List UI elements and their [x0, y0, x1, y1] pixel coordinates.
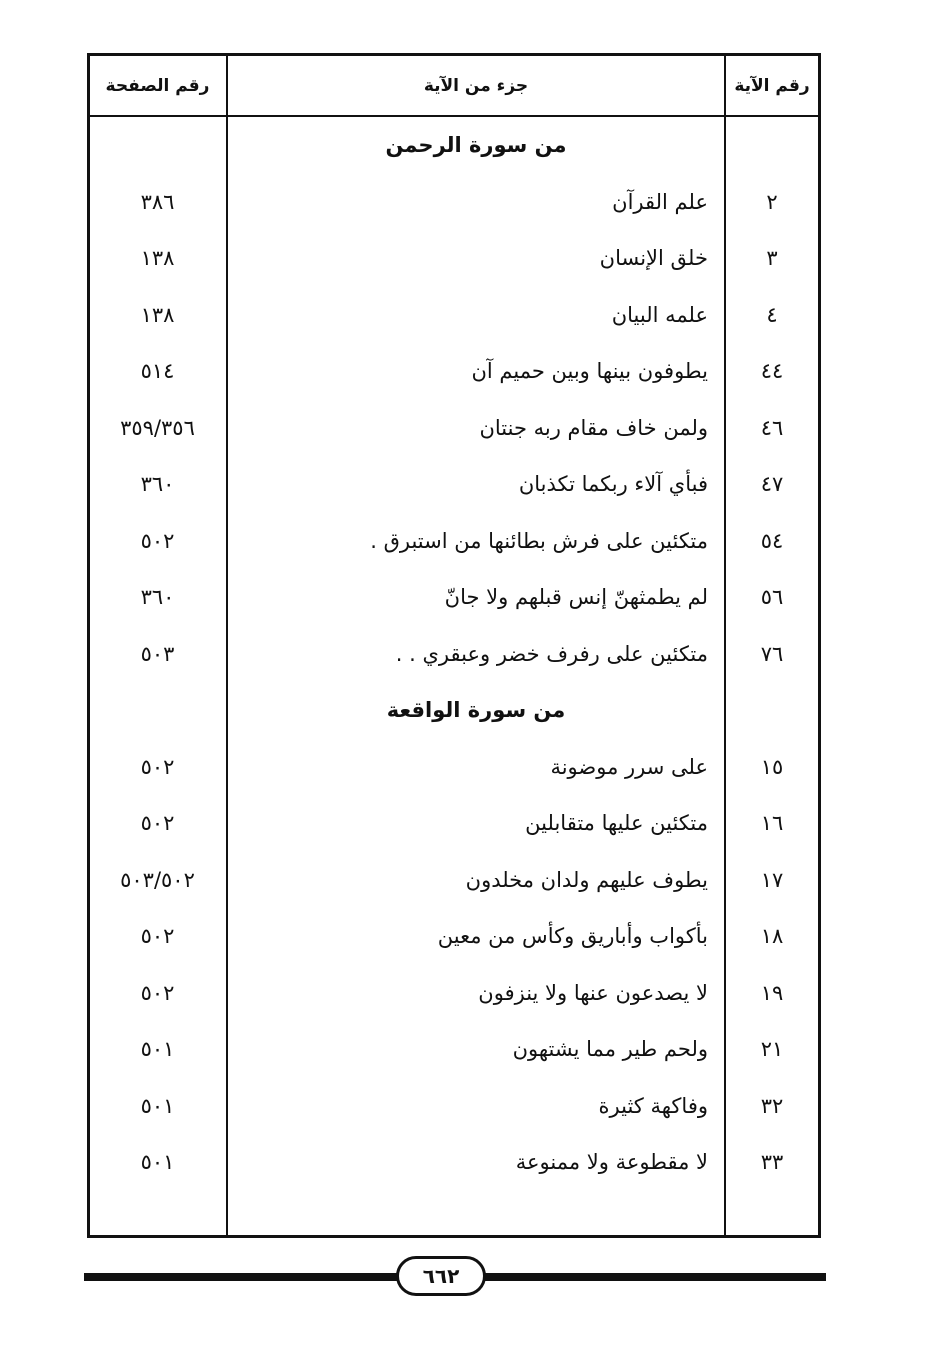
page-number-cell: ٥٠١ [140, 1150, 175, 1175]
table-row [90, 852, 818, 909]
aya-number-cell: ٤٤ [760, 359, 784, 384]
page-number-cell: ٥٠١ [140, 1093, 175, 1118]
surah-heading-row [90, 117, 818, 174]
header-aya-number: رقم الآية [734, 75, 810, 96]
page-number-cell: ٥١٤ [140, 359, 175, 384]
aya-text-cell: فبأي آلاء ربكما تكذبان [518, 472, 708, 497]
page-number-cell: ٣٦٠ [140, 472, 175, 497]
table-row [90, 513, 818, 570]
table-row [90, 626, 818, 683]
aya-text-cell: بأكواب وأباريق وكأس من معين [437, 924, 708, 949]
table-body [90, 117, 818, 1191]
aya-number-cell: ١٦ [760, 811, 784, 836]
aya-text-cell: متكئين عليها متقابلين [525, 811, 708, 836]
table-row [90, 456, 818, 513]
aya-text-cell: يطوفون بينها وبين حميم آن [471, 359, 708, 384]
aya-number-cell: ٥٦ [760, 585, 784, 610]
table-row [90, 908, 818, 965]
page-number-cell: ٥٠١ [140, 1037, 175, 1062]
page-number-cell: ٥٠٢ [140, 811, 175, 836]
page-number-cell: ٥٠٢ [140, 924, 175, 949]
aya-number-cell: ١٩ [760, 980, 784, 1005]
table-row [90, 1021, 818, 1078]
page-number-cell: ٣٥٩/٣٥٦ [120, 415, 195, 440]
page-number-cell: ١٣٨ [140, 246, 175, 271]
aya-text-cell: علم القرآن [612, 189, 708, 214]
header-page-number: رقم الصفحة [105, 75, 210, 96]
aya-number-cell: ٤ [766, 302, 778, 327]
aya-number-cell: ٣ [766, 246, 778, 271]
aya-text-cell: وفاكهة كثيرة [598, 1093, 708, 1118]
aya-number-cell: ٣٢ [760, 1093, 784, 1118]
table-row [90, 174, 818, 231]
aya-text-cell: متكئين على فرش بطائنها من استبرق . [370, 528, 708, 553]
aya-number-cell: ٢ [766, 189, 778, 214]
aya-text-cell: يطوف عليهم ولدان مخلدون [465, 867, 708, 892]
page-number-cell: ٥٠٢ [140, 754, 175, 779]
page-number-badge: ٦٦٢ [396, 1256, 486, 1296]
aya-number-cell: ٧٦ [760, 641, 784, 666]
page-number-cell: ٥٠٣/٥٠٢ [120, 867, 195, 892]
table-row [90, 343, 818, 400]
aya-number-cell: ٢١ [760, 1037, 784, 1062]
table-row [90, 287, 818, 344]
aya-text-cell: ولمن خاف مقام ربه جنتان [479, 415, 708, 440]
aya-number-cell: ١٥ [760, 754, 784, 779]
aya-text-cell: على سرر موضونة [550, 754, 708, 779]
table-row [90, 400, 818, 457]
aya-text-cell: لم يطمثهنّ إنس قبلهم ولا جانّ [444, 585, 708, 610]
page-number-cell: ٣٨٦ [140, 189, 175, 214]
page-number-cell: ١٣٨ [140, 302, 175, 327]
header-aya-part: جزء من الآية [423, 75, 529, 96]
aya-text-cell: لا يصدعون عنها ولا ينزفون [478, 980, 708, 1005]
page-number-cell: ٣٦٠ [140, 585, 175, 610]
table-row [90, 1078, 818, 1135]
table-row [90, 795, 818, 852]
aya-text-cell: متكئين على رفرف خضر وعبقري . . [395, 641, 708, 666]
aya-number-cell: ٥٤ [760, 528, 784, 553]
index-table [87, 53, 821, 1238]
surah-title: من سورة الواقعة [386, 698, 566, 723]
surah-heading-row [90, 682, 818, 739]
aya-text-cell: خلق الإنسان [599, 246, 708, 271]
page-number-cell: ٥٠٣ [140, 641, 175, 666]
page-number-cell: ٥٠٢ [140, 980, 175, 1005]
aya-number-cell: ٤٧ [760, 472, 784, 497]
aya-number-cell: ٤٦ [760, 415, 784, 440]
page-number-cell: ٥٠٢ [140, 528, 175, 553]
table-row [90, 739, 818, 796]
aya-number-cell: ١٧ [760, 867, 784, 892]
surah-title: من سورة الرحمن [385, 133, 567, 158]
table-row [90, 1134, 818, 1191]
table-row [90, 965, 818, 1022]
table-row [90, 569, 818, 626]
aya-text-cell: علمه البيان [611, 302, 708, 327]
aya-text-cell: ولحم طير مما يشتهون [512, 1037, 708, 1062]
aya-text-cell: لا مقطوعة ولا ممنوعة [515, 1150, 708, 1175]
aya-number-cell: ١٨ [760, 924, 784, 949]
aya-number-cell: ٣٣ [760, 1150, 784, 1175]
table-row [90, 230, 818, 287]
